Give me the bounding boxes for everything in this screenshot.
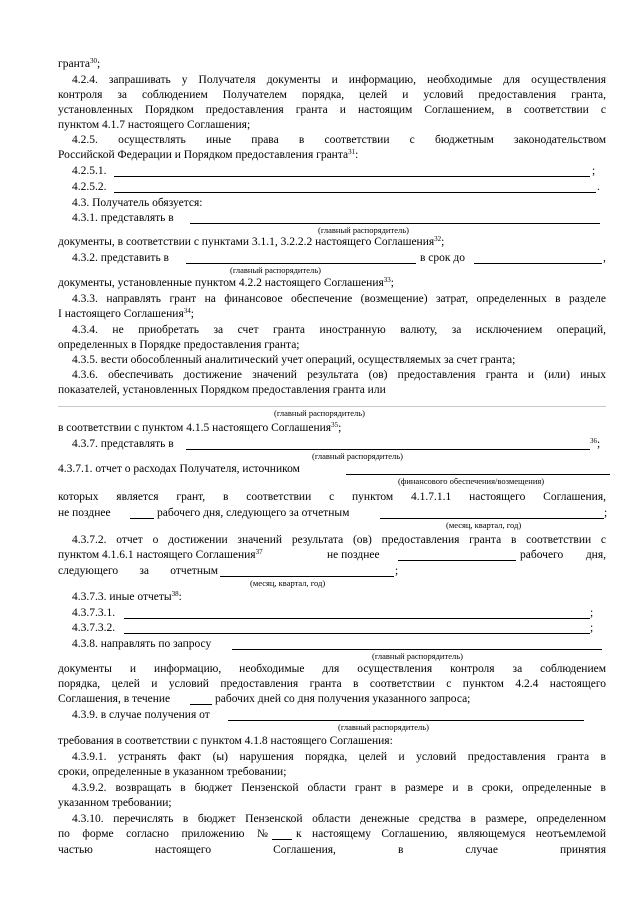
text-line: 4.3.4. не приобретать за счет гранта иностранную валюту, за исключением операций,	[72, 324, 606, 336]
text-line: сроки, определенные в указанном требовании;	[58, 766, 287, 778]
blank-line[interactable]	[220, 576, 394, 577]
blank-line[interactable]	[114, 176, 590, 177]
text-line: гранта$^{30}$;	[58, 57, 101, 70]
text-line: 4.3.8. направлять по запросу	[72, 638, 212, 650]
text-line: 4.2.4. запрашивать у Получателя документы и информацию, необходимые для осуществления	[72, 74, 606, 86]
text-line: 4.3.6. обеспечивать достижение значений результата (ов) предоставления гранта и (или) иных	[72, 369, 606, 381]
text-line: 4.3.2. представить в	[72, 252, 169, 264]
text-line: установленных Порядком предоставления гранта и настоящим Соглашением, в соответствии с	[58, 104, 606, 116]
text-line: пунктом 4.1.6.1 настоящего Соглашения$^{37}$	[58, 548, 263, 561]
text-line: в соответствии с пунктом 4.1.5 настоящего Соглашения$^{35}$;	[58, 421, 342, 434]
blank-line[interactable]	[186, 263, 416, 264]
text-line: 4.3.7. представлять в	[72, 438, 174, 450]
text-line: 4.2.5.2.	[72, 181, 107, 193]
blank-line[interactable]	[232, 649, 602, 650]
text-line: ;	[592, 165, 596, 177]
text-line: ;	[604, 507, 608, 519]
text-line: документы, установленные пунктом 4.2.2 настоящего Соглашения$^{33}$;	[58, 276, 394, 289]
text-line: ;	[590, 607, 594, 619]
text-line: ,	[603, 252, 606, 264]
text-line: 4.3.1. представлять в	[72, 212, 174, 224]
text-line: 4.3.9.2. возвращать в бюджет Пензенской области грант в размере и в сроки, определенные в	[72, 782, 606, 794]
blank-line[interactable]	[380, 518, 604, 519]
text-line: 4.2.5.1.	[72, 165, 107, 177]
text-line: ;	[395, 565, 399, 577]
field-caption: (главный распорядитель)	[274, 408, 365, 418]
text-line: определенных в Порядке предоставления гранта;	[58, 339, 300, 351]
text-line: 4.3.9.1. устранять факт (ы) нарушения порядка, целей и условий предоставления гранта в	[72, 751, 606, 763]
field-caption: (главный распорядитель)	[312, 451, 403, 461]
text-line: 4.3. Получатель обязуется:	[72, 197, 203, 209]
blank-line[interactable]	[272, 839, 292, 840]
text-line: к настоящему Соглашению, являющемуся неотъемлемой	[296, 828, 606, 840]
text-line: указанном требовании;	[58, 797, 172, 809]
text-line: 4.3.7.3. иные отчеты$^{38}$:	[72, 590, 182, 603]
text-line: ;	[590, 622, 594, 634]
text-line: $^{36}$;	[590, 437, 601, 450]
blank-line[interactable]	[124, 618, 590, 619]
text-line: не позднее	[58, 507, 111, 519]
text-line: 4.3.7.3.1.	[72, 607, 116, 619]
text-line: I настоящего Соглашения$^{34}$;	[58, 307, 194, 320]
text-line: 4.3.9. в случае получения от	[72, 709, 210, 721]
blank-line[interactable]	[474, 263, 602, 264]
text-line: порядка, целей и условий предоставления гранта в соответствии с пунктом 4.2.4 настоящего	[58, 678, 606, 690]
text-line: Соглашения, в течение	[58, 693, 171, 705]
text-line: 4.3.5. вести обособленный аналитический учет операций, осуществляемых за счет гранта;	[72, 354, 516, 366]
text-line: рабочих дней со дня получения указанного запроса;	[215, 693, 471, 705]
text-line: которых является грант, в соответствии с пунктом 4.1.7.1.1 настоящего Соглашения,	[58, 491, 606, 503]
text-line: требования в соответствии с пунктом 4.1.8 настоящего Соглашения:	[58, 735, 393, 747]
blank-line[interactable]	[346, 474, 610, 475]
text-line: контроля за соблюдением Получателем порядка, целей и условий предоставления гранта,	[58, 89, 606, 101]
field-caption: (главный распорядитель)	[318, 225, 409, 235]
text-line: 4.2.5. осуществлять иные права в соответствии с бюджетным законодательством	[72, 134, 606, 146]
text-line: в срок до	[420, 252, 465, 264]
blank-line[interactable]	[190, 223, 600, 224]
text-line: 4.3.10. перечислять в бюджет Пензенской области денежные средства в размере, определенном	[72, 813, 606, 825]
text-line: Российской Федерации и Порядком предоставления гранта$^{31}$:	[58, 148, 359, 161]
field-caption: (месяц, квартал, год)	[446, 520, 522, 530]
text-line: 4.3.7.2. отчет о достижении значений результата (ов) предоставления гранта в соответствии с	[72, 534, 606, 546]
blank-line[interactable]	[58, 406, 606, 407]
field-caption: (главный распорядитель)	[338, 722, 429, 732]
blank-line[interactable]	[186, 449, 590, 450]
text-line: документы, в соответствии с пунктами 3.1.1, 3.2.2.2 настоящего Соглашения$^{32}$;	[58, 235, 445, 248]
text-line: по форме согласно приложению №	[58, 828, 268, 840]
text-line: показателей, установленных Порядком предоставления гранта или	[58, 384, 386, 396]
text-line: 4.3.7.1. отчет о расходах Получателя, источником	[58, 463, 300, 475]
text-line: следующего за отчетным	[58, 565, 218, 577]
text-line: рабочего дня, следующего за отчетным	[157, 507, 350, 519]
text-line: 4.3.7.3.2.	[72, 622, 116, 634]
text-line: не позднее	[327, 549, 380, 561]
text-line: рабочего дня,	[520, 549, 606, 561]
text-line: частью настоящего Соглашения, в случае принятия	[58, 844, 606, 856]
blank-line[interactable]	[190, 704, 212, 705]
text-line: документы и информацию, необходимые для осуществления контроля за соблюдением	[58, 663, 606, 675]
blank-line[interactable]	[114, 192, 596, 193]
text-line: пунктом 4.1.7 настоящего Соглашения;	[58, 119, 251, 131]
field-caption: (месяц, квартал, год)	[250, 578, 326, 588]
blank-line[interactable]	[124, 633, 590, 634]
blank-line[interactable]	[398, 560, 516, 561]
text-line: 4.3.3. направлять грант на финансовое обеспечение (возмещение) затрат, определенных в разделе	[72, 293, 606, 305]
blank-line[interactable]	[130, 518, 154, 519]
text-line: .	[597, 181, 600, 193]
blank-line[interactable]	[228, 720, 584, 721]
field-caption: (главный распорядитель)	[230, 265, 321, 275]
field-caption: (главный распорядитель)	[372, 651, 463, 661]
field-caption: (финансового обеспечения/возмещения)	[398, 476, 545, 486]
